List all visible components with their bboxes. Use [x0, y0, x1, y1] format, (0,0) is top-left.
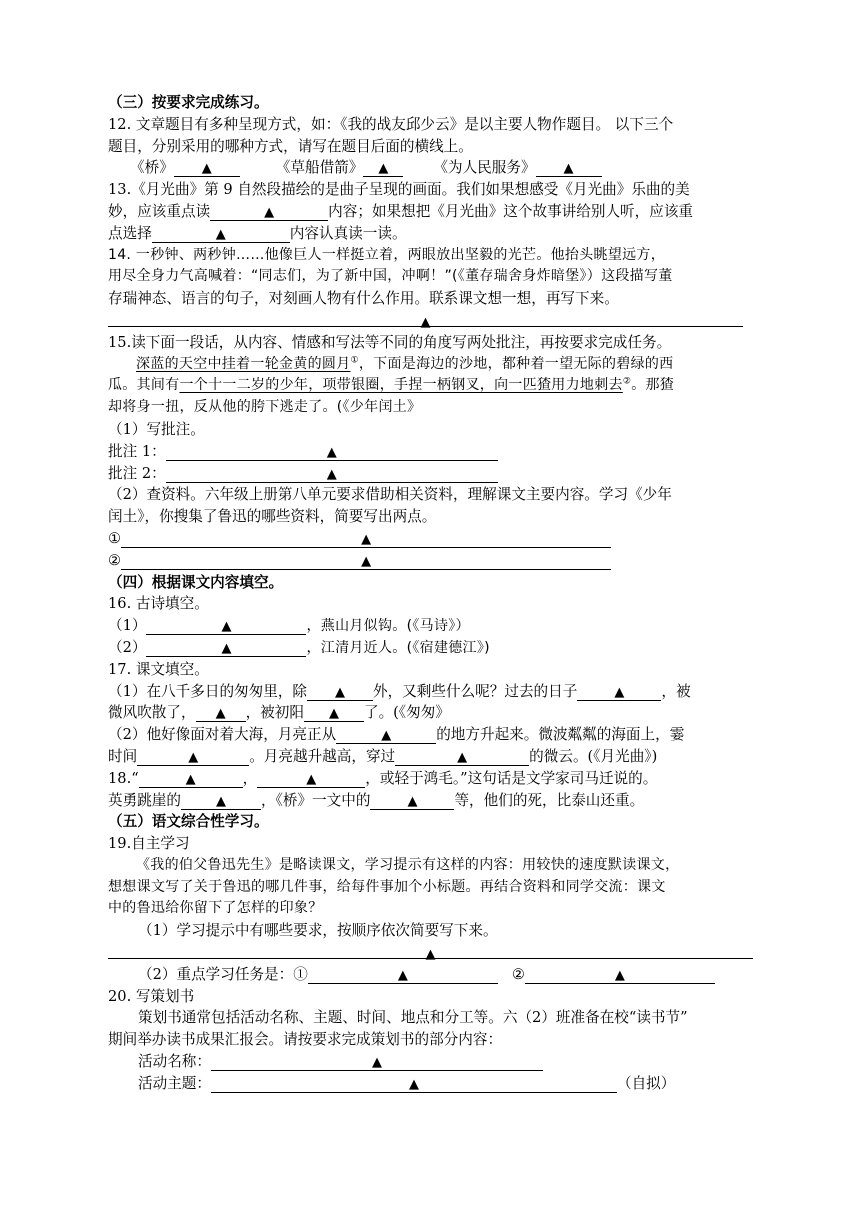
- q15-sub-2-line-2: 闰土》，你搜集了鲁迅的哪些资料，简要写出两点。: [108, 508, 437, 526]
- q12-line-2: 题目，分别采用的哪种方式，请写在题目后面的横线上。: [108, 137, 473, 155]
- q17-line-3: （2）他好像面对着大海，月亮正从 ▲ 的地方升起来。微波粼粼的海面上，霎: [108, 726, 685, 744]
- q18-blank-3[interactable]: ▲: [181, 792, 261, 810]
- q13-answer-blank-2[interactable]: ▲: [152, 225, 290, 243]
- q17-blank-2[interactable]: ▲: [577, 683, 661, 701]
- q16-blank-2[interactable]: ▲: [146, 639, 306, 657]
- q12-answers: [108, 157, 753, 179]
- annotated-phrase-1: 深蓝的天空中挂着一轮金黄的圆月: [136, 355, 351, 372]
- q15-line-1: 15.读下面一段话，从内容、情感和写法等不同的角度写两处批注，再按要求完成任务。: [108, 333, 672, 351]
- q15-note-1-blank[interactable]: ▲: [166, 443, 498, 461]
- q17-line-4: 时间 ▲ 。月亮越升越高，穿过 ▲ 的微云。(《月光曲》): [108, 747, 658, 765]
- q16-row-1: （1） ▲ ，燕山月似钩。(《马诗》）: [108, 617, 470, 635]
- q15-source-1-blank[interactable]: ▲: [121, 530, 611, 548]
- q17-title: 17. 课文填空。: [108, 660, 209, 678]
- q12-answer-blank-1[interactable]: ▲: [174, 159, 240, 177]
- section-3-heading: （三）按要求完成练习。: [108, 94, 269, 111]
- q13-line-1: 13.《月光曲》第 9 自然段描绘的是曲子呈现的画面。我们如果想感受《月光曲》乐曲的美: [108, 181, 690, 199]
- q19-prompt-line-3: 中的鲁迅给你留下了怎样的印象？: [108, 900, 323, 917]
- q15-passage-line-1: 深蓝的天空中挂着一轮金黄的圆月①，下面是海边的沙地，都种着一望无际的碧绿的西: [136, 354, 674, 372]
- q20-intro-line-2: 期间举办读书成果汇报会。请按要求完成策划书的部分内容：: [108, 1031, 503, 1049]
- q19-task-blank-2[interactable]: ▲: [525, 966, 715, 984]
- q15-sub-1: （1）写批注。: [108, 420, 205, 438]
- q17-blank-1[interactable]: ▲: [307, 683, 373, 701]
- q17-blank-7[interactable]: ▲: [395, 748, 529, 766]
- q13-line-3: 点选择 ▲ 内容认真读一读。: [108, 224, 407, 242]
- q20-activity-name-row: 活动名称： ▲: [108, 1051, 753, 1073]
- q17-blank-5[interactable]: ▲: [336, 726, 436, 744]
- section-4-heading: （四）根据课文内容填空。: [108, 573, 284, 591]
- q18-line-2: 英勇跳崖的 ▲ ，《桥》一文中的 ▲ 等，他们的死，比泰山还重。: [108, 791, 645, 809]
- activity-theme-blank[interactable]: ▲: [211, 1075, 617, 1093]
- annotated-phrase-2: 一个十一二岁的少年，项带银圈，手捏一柄钢叉，向一匹猹用力地刺去: [179, 377, 623, 394]
- q19-sub-1-answer-line[interactable]: ▲: [108, 942, 753, 964]
- q15-source-2-row: ② ▲: [108, 550, 753, 572]
- q15-passage-line-3: 却将身一扭，反从他的胯下逃走了。(《少年闰土》: [108, 399, 422, 416]
- q16-title: 16. 古诗填空。: [108, 595, 209, 613]
- q16-blank-1[interactable]: ▲: [146, 617, 306, 635]
- q14-answer-line[interactable]: ▲: [108, 310, 753, 332]
- q12-answer-blank-2[interactable]: ▲: [363, 159, 403, 177]
- q12-title-2: 《草船借箭》: [275, 159, 364, 177]
- q17-blank-3[interactable]: ▲: [196, 704, 246, 722]
- q17-line-2: 微风吹散了， ▲ ，被初阳 ▲ 了。(《匆匆》: [108, 704, 450, 722]
- q12-line-1: 12. 文章题目有多种呈现方式，如：《我的战友邱少云》是以主要人物作题目。 以下三个: [108, 115, 674, 133]
- q17-line-1: （1）在八千多日的匆匆里，除 ▲ 外，又剩些什么呢？过去的日子 ▲ ，被: [108, 682, 691, 700]
- q13-answer-blank-1[interactable]: ▲: [210, 203, 328, 221]
- q17-blank-4[interactable]: ▲: [304, 704, 364, 722]
- q15-note-2-row: 批注 2： ▲: [108, 463, 753, 485]
- q20-title: 20. 写策划书: [108, 987, 195, 1005]
- q15-sub-2-line-1: （2）查资料。六年级上册第八单元要求借助相关资料，理解课文主要内容。学习《少年: [108, 486, 672, 504]
- q14-line-1: 14. 一秒钟、两秒钟……他像巨人一样挺立着，两眼放出坚毅的光芒。他抬头眺望远方，: [108, 246, 666, 263]
- q15-passage-line-2: 瓜。其间有一个十一二岁的少年，项带银圈，手捏一柄钢叉，向一匹猹用力地刺去②。那猹: [108, 376, 675, 394]
- q19-prompt-line-2: 想想课文写了关于鲁迅的哪几件事，给每件事加个小标题。再结合资料和同学交流：课文: [108, 878, 666, 895]
- q14-line-2: 用尽全身力气高喊着：“同志们，为了新中国，冲啊！”(《董存瑞舍身炸暗堡》）这段描写董: [108, 268, 673, 285]
- q18-blank-2[interactable]: ▲: [257, 770, 365, 788]
- q18-blank-4[interactable]: ▲: [370, 792, 454, 810]
- q13-line-2: 妙，应该重点读 ▲ 内容；如果想把《月光曲》这个故事讲给别人听，应该重: [108, 202, 694, 220]
- q19-prompt-line-1: 《我的伯父鲁迅先生》是略读课文，学习提示有这样的内容：用较快的速度默读课文，: [136, 856, 680, 873]
- q15-source-1-row: ① ▲: [108, 528, 753, 550]
- q16-row-2: （2） ▲ ，江清月近人。(《宿建德江》): [108, 638, 490, 656]
- q20-intro-line-1: 策划书通常包括活动名称、主题、时间、地点和分工等。六（2）班准备在校“读书节”: [138, 1009, 688, 1027]
- q19-title: 19.自主学习: [108, 835, 190, 853]
- q12-title-1: 《桥》: [130, 159, 174, 177]
- exam-page: [108, 92, 753, 1095]
- q18-blank-1[interactable]: ▲: [139, 770, 243, 788]
- q19-sub-2-row: （2）重点学习任务是：① ▲ ② ▲: [108, 964, 753, 986]
- activity-name-blank[interactable]: ▲: [211, 1053, 543, 1071]
- q17-blank-6[interactable]: ▲: [137, 748, 249, 766]
- q14-line-3: 存瑞神态、语言的句子，对刻画人物有什么作用。联系课文想一想，再写下来。: [108, 290, 619, 308]
- q19-sub-1: （1）学习提示中有哪些要求，按顺序依次简要写下来。: [138, 922, 498, 940]
- q15-source-2-blank[interactable]: ▲: [121, 552, 611, 570]
- q15-note-1-row: 批注 1： ▲: [108, 441, 753, 463]
- q12-title-3: 《为人民服务》: [433, 159, 536, 177]
- q12-answer-blank-3[interactable]: ▲: [536, 159, 602, 177]
- section-5-heading: （五）语文综合性学习。: [108, 813, 269, 831]
- q18-line-1: 18.“ ▲ ， ▲ ，或轻于鸿毛。”这句话是文学家司马迁说的。: [108, 769, 658, 787]
- q15-note-2-blank[interactable]: ▲: [166, 465, 498, 483]
- q20-activity-theme-row: 活动主题： ▲ （自拟）: [138, 1074, 676, 1092]
- q19-task-blank-1[interactable]: ▲: [308, 966, 498, 984]
